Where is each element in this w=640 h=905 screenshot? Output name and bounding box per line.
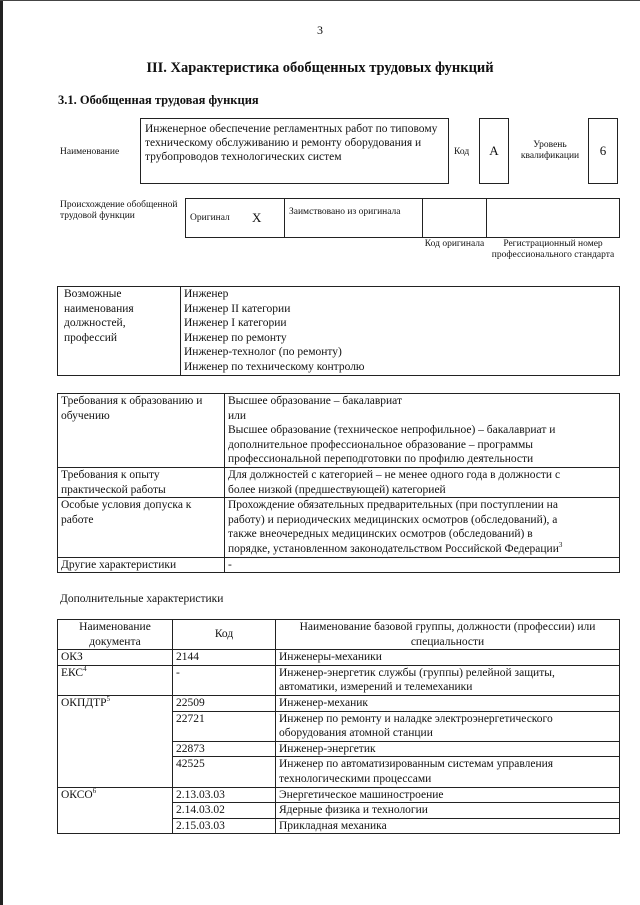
scan-top-edge	[0, 0, 640, 1]
experience-line: Для должностей с категорией – не менее одного года в должности с	[228, 468, 561, 481]
table-row	[58, 650, 620, 666]
code-original-caption: Код оригинала	[424, 239, 485, 249]
table-row	[58, 787, 620, 803]
borrowed-cell	[284, 198, 423, 238]
doc-name: ОКЗ	[61, 651, 83, 664]
footnote-ref: 3	[558, 541, 563, 550]
doc-cell	[58, 665, 173, 695]
section-title: III. Характеристика обобщенных трудовых функций	[146, 60, 494, 76]
special-conditions-row	[58, 498, 620, 557]
name-cell	[276, 650, 620, 666]
special-line: Прохождение обязательных предварительных (при поступлении на	[228, 499, 558, 512]
name-line: Инженер-энергетик службы (группы) релейной защиты,	[279, 666, 555, 679]
table-row	[58, 695, 620, 711]
original-cell	[185, 198, 285, 238]
original-mark: X	[252, 210, 262, 225]
doc-name: ОКПДТР	[61, 696, 107, 709]
name-cell	[276, 757, 620, 787]
level-label: Уровень квалификации	[520, 140, 580, 161]
original-label: Оригинал	[190, 213, 230, 223]
reg-number-cell	[486, 198, 620, 238]
doc-name: ОКСО	[61, 788, 93, 801]
special-conditions-label: Особые условия допуска к работе	[58, 498, 225, 557]
education-line: или	[228, 409, 247, 422]
subsection-title: 3.1. Обобщенная трудовая функция	[58, 93, 259, 107]
footnote-ref: 6	[92, 786, 97, 795]
positions-table	[57, 286, 620, 376]
level-value: 6	[599, 143, 607, 158]
education-line: профессиональной переподготовки по профилю деятельности	[228, 453, 534, 466]
code-cell: -	[173, 665, 276, 695]
name-line: Инженер-энергетик	[279, 742, 376, 755]
name-line: оборудования атомной станции	[279, 727, 433, 740]
name-line: автоматики, измерений и телемеханики	[279, 681, 473, 694]
position-item: Инженер по ремонту	[184, 331, 287, 344]
education-line: Высшее образование – бакалавриат	[228, 395, 402, 407]
name-line: технологическими процессами	[279, 772, 432, 785]
name-line: Инженер по ремонту и наладке электроэнергетического	[279, 712, 553, 725]
scan-left-edge	[0, 0, 3, 905]
special-line	[228, 542, 616, 557]
education-label: Требования к образованию и обучению	[58, 394, 225, 468]
other-value: -	[225, 557, 620, 573]
name-cell	[276, 741, 620, 757]
name-line: Прикладная механика	[279, 819, 387, 832]
experience-row	[58, 467, 620, 497]
code-cell: 2.14.03.02	[173, 803, 276, 819]
code-cell: 22873	[173, 741, 276, 757]
positions-row	[58, 287, 620, 376]
page-number: 3	[317, 23, 323, 37]
function-name-value: Инженерное обеспечение регламентных работ по типовому техническому обслуживанию и ремонту оборудования и трубопроводов технологических систем	[145, 123, 438, 163]
name-line: Ядерные физика и технологии	[279, 804, 428, 817]
doc-cell	[58, 695, 173, 787]
code-value: A	[489, 143, 499, 158]
name-line: Инженер по автоматизированным системам управления	[279, 758, 554, 771]
footnote-ref: 4	[83, 664, 87, 673]
special-conditions-value	[225, 498, 620, 557]
code-cell: 22721	[173, 711, 276, 741]
name-label: Наименование	[60, 147, 120, 157]
other-row	[58, 557, 620, 573]
table-row	[58, 665, 620, 695]
name-cell	[276, 787, 620, 803]
position-item: Инженер по техническому контролю	[184, 360, 365, 373]
function-name-box	[140, 118, 449, 184]
additional-table	[57, 619, 620, 834]
level-value-box	[588, 118, 618, 184]
name-cell	[276, 803, 620, 819]
doc-cell	[58, 650, 173, 666]
name-line: Энергетическое машиностроение	[279, 788, 444, 801]
name-cell	[276, 665, 620, 695]
name-cell	[276, 695, 620, 711]
requirements-table	[57, 393, 620, 573]
special-line: также внеочередных медицинских осмотров (обследований) в	[228, 528, 533, 541]
name-line: Инженеры-механики	[279, 651, 382, 664]
position-item: Инженер II категории	[184, 302, 291, 315]
code-label: Код	[454, 147, 470, 157]
special-line: работу) и периодических медицинских осмотров (обследований), а	[228, 513, 558, 526]
positions-label: Возможные наименования должностей, профессий	[58, 287, 181, 376]
position-item: Инженер I категории	[184, 317, 287, 330]
positions-list	[181, 287, 620, 376]
name-cell	[276, 711, 620, 741]
education-value	[225, 394, 620, 468]
experience-value	[225, 467, 620, 497]
code-value-box	[479, 118, 509, 184]
name-cell	[276, 818, 620, 834]
doc-name: ЕКС	[61, 666, 84, 679]
header-name: Наименование базовой группы, должности (профессии) или специальности	[276, 620, 620, 650]
other-label: Другие характеристики	[58, 557, 225, 573]
special-line-text: порядке, установленном законодательством Российской Федерации	[228, 542, 559, 555]
education-line: Высшее образование (техническое непрофильное) – бакалавриат и	[228, 424, 556, 437]
code-cell: 2144	[173, 650, 276, 666]
experience-label: Требования к опыту практической работы	[58, 467, 225, 497]
name-line: Инженер-механик	[279, 696, 369, 709]
code-cell: 2.15.03.03	[173, 818, 276, 834]
header-document: Наименование документа	[58, 620, 173, 650]
doc-cell	[58, 787, 173, 834]
reg-number-caption: Регистрационный номер профессионального стандарта	[491, 239, 615, 260]
education-row	[58, 394, 620, 468]
additional-header-row	[58, 620, 620, 650]
education-line: дополнительное профессиональное образование – программы	[228, 438, 533, 451]
additional-caption: Дополнительные характеристики	[60, 593, 224, 605]
code-cell: 2.13.03.03	[173, 787, 276, 803]
footnote-ref: 5	[106, 695, 111, 704]
code-cell: 42525	[173, 757, 276, 787]
code-cell: 22509	[173, 695, 276, 711]
position-item: Инженер-технолог (по ремонту)	[184, 346, 342, 359]
position-item: Инженер	[184, 288, 229, 300]
origin-label: Происхождение обобщенной трудовой функции	[60, 200, 178, 221]
experience-line: более низкой (предшествующей) категорией	[228, 483, 446, 496]
borrowed-label: Заимствовано из оригинала	[289, 207, 401, 217]
header-code: Код	[173, 620, 276, 650]
code-original-cell	[422, 198, 487, 238]
